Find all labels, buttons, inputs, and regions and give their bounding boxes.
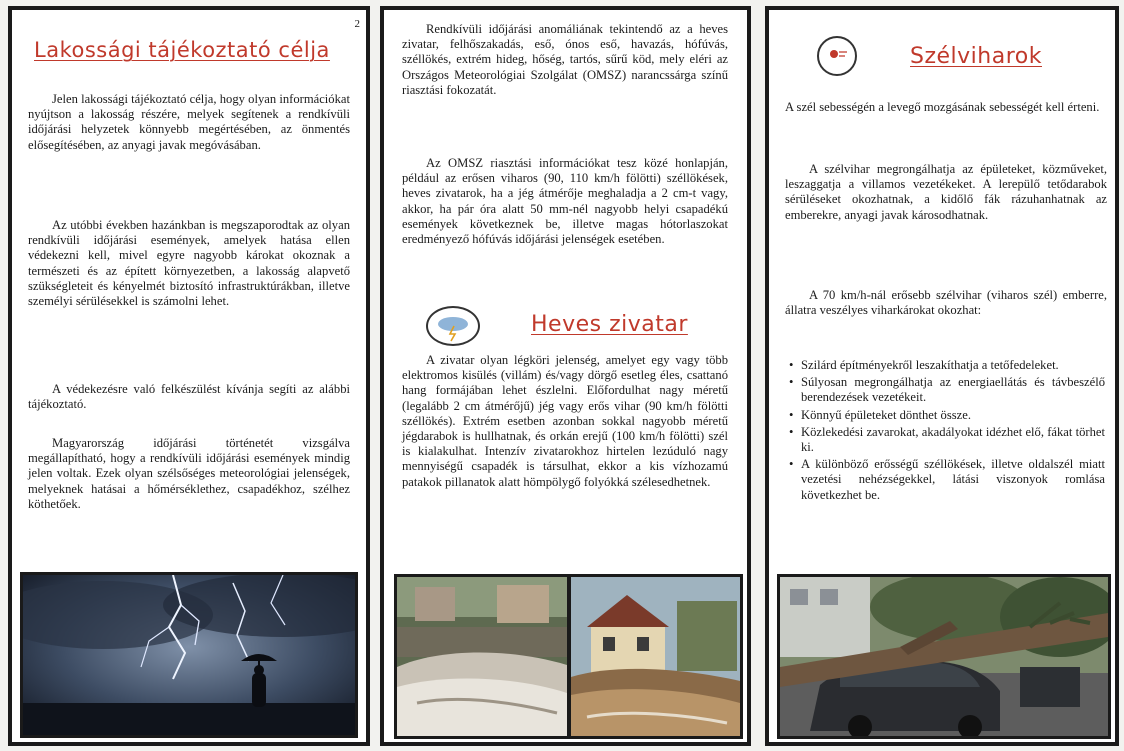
wind-icon bbox=[817, 36, 857, 76]
panel1-paragraph-3: A védekezésre való felkészülést kívánja segíti az alábbi tájékoztató. bbox=[28, 382, 350, 412]
lightning-storm-image bbox=[23, 575, 355, 735]
panel3-paragraph-2: A szélvihar megrongálhatja az épületeket, közműveket, leszaggatja a villamos vezetékeket. A lerepülő tetődarabok sérüléseket okozhatnak, a kidőlő fák rázuhanhatnak az emberekre, anyagi javak károsodhatnak. bbox=[785, 162, 1107, 222]
thunderstorm-icon-graphic bbox=[428, 308, 478, 344]
windstorm-bullet-list bbox=[787, 358, 1105, 505]
panel1-paragraph-1: Jelen lakossági tájékoztató célja, hogy olyan információkat nyújtson a lakosság részére, melyek segítenek a rendkívüli időjárási helyzetek könnyebb megértésében, az önmentés elősegítésében, az anyagi javak megóvásában. bbox=[28, 92, 350, 152]
panel1-paragraph-4: Magyarország időjárási történetét vizsgálva megállapítható, hogy a rendkívüli időjárási események mindig jelen voltak. Ezek olyan szélsőséges meteorológiai jelenségek, melyeknek hatásai a hőmérséklethez, csapadékhoz, szélhez köthetőek. bbox=[28, 436, 350, 511]
list-item: • Súlyosan megrongálhatja az energiaellátás és távbeszélő berendezések vezetékeit. bbox=[801, 375, 1105, 405]
panel3-paragraph-1: A szél sebességén a levegő mozgásának sebességét kell érteni. bbox=[785, 100, 1100, 114]
fallen-tree-image bbox=[780, 577, 1108, 736]
panel1-paragraph-2: Az utóbbi években hazánkban is megszaporodtak az olyan rendkívüli időjárási események, amelyek hatása ellen védekezni kell, mivel egyre nagyobb károkat okoznak a természeti és az épített környezetben, a lakosság alapvető szükségleteit és kényelmét biztosító infrastruktúrákban, illetve személyi sérülésekkel is számolni lehet. bbox=[28, 218, 350, 309]
heves-zivatar-title: Heves zivatar bbox=[531, 312, 688, 337]
list-item: • A különböző erősségű széllökések, illetve oldalszél miatt vezetési nehézségekkel, látási viszonyok romlása következhet be. bbox=[801, 457, 1105, 503]
thunderstorm-icon bbox=[426, 306, 480, 346]
panel2-paragraph-1: Rendkívüli időjárási anomáliának tekintendő az a heves zivatar, felhőszakadás, eső, ónos eső, havazás, hófúvás, széllökés, extrém hideg, hőség, tartós, sűrű köd, mely eléri az Országos Meteorológiai Szolgálat (OMSZ) narancssárga színű riasztási fokozatát. bbox=[402, 22, 728, 97]
wind-icon-graphic bbox=[819, 38, 855, 74]
panel-purpose bbox=[8, 6, 370, 746]
flood-photos bbox=[394, 574, 743, 739]
panel2-section-text: A zivatar olyan légköri jelenség, amelyet egy vagy több elektromos kisülés (villám) és/vagy dörgő esetleg éles, csattanó hang formájában lehet észlelni. Előfordulhat nagy méretű (legalább 2 cm átmérőjű) jég vagy erős vihar (90 km/h fölötti széllökés). Extrém esetben azonban sokkal nagyobb méretű jégdarabok is hullhatnak, és orkán erejű (100 km/h fölötti) szél is kialakulhat. Intenzív zivatarokhoz hirtelen lezúduló nagy mennyiségű csapadék is társulhat, ekkor a kis vízhozamú patakok pillanatok alatt hömpölygő folyókká szélesedhetnek. bbox=[402, 353, 728, 489]
panel1-title: Lakossági tájékoztató célja bbox=[34, 38, 330, 62]
panel-thunderstorm bbox=[380, 6, 751, 746]
flood-photos-image bbox=[397, 577, 740, 736]
list-item: • Szilárd építményekről leszakíthatja a tetőfedeleket. bbox=[801, 358, 1105, 373]
panel2-paragraph-2: Az OMSZ riasztási információkat tesz közé honlapján, például az erősen viharos (90, 110 km/h fölötti) széllökések, heves zivatarok, ha a jég átmérője meghaladja a 2 cm-t vagy, akkor, ha pár óra alatt 50 mm-nél nagyobb helyi csapadékú események következnek be, illetve magas hótorlaszokat eredményező hófúvás időjárási jelenségek esetében. bbox=[402, 156, 728, 247]
panel3-paragraph-3: A 70 km/h-nál erősebb szélvihar (viharos szél) emberre, állatra veszélyes viharkárokat okozhat: bbox=[785, 288, 1107, 318]
fallen-tree-photo bbox=[777, 574, 1111, 739]
lightning-storm-photo bbox=[20, 572, 358, 738]
szelviharok-title: Szélviharok bbox=[910, 44, 1042, 69]
list-item: • Könnyű épületeket dönthet össze. bbox=[801, 408, 1105, 423]
list-item: • Közlekedési zavarokat, akadályokat idézhet elő, fákat törhet ki. bbox=[801, 425, 1105, 455]
panel-windstorms bbox=[765, 6, 1119, 746]
page-number: 2 bbox=[354, 18, 360, 30]
